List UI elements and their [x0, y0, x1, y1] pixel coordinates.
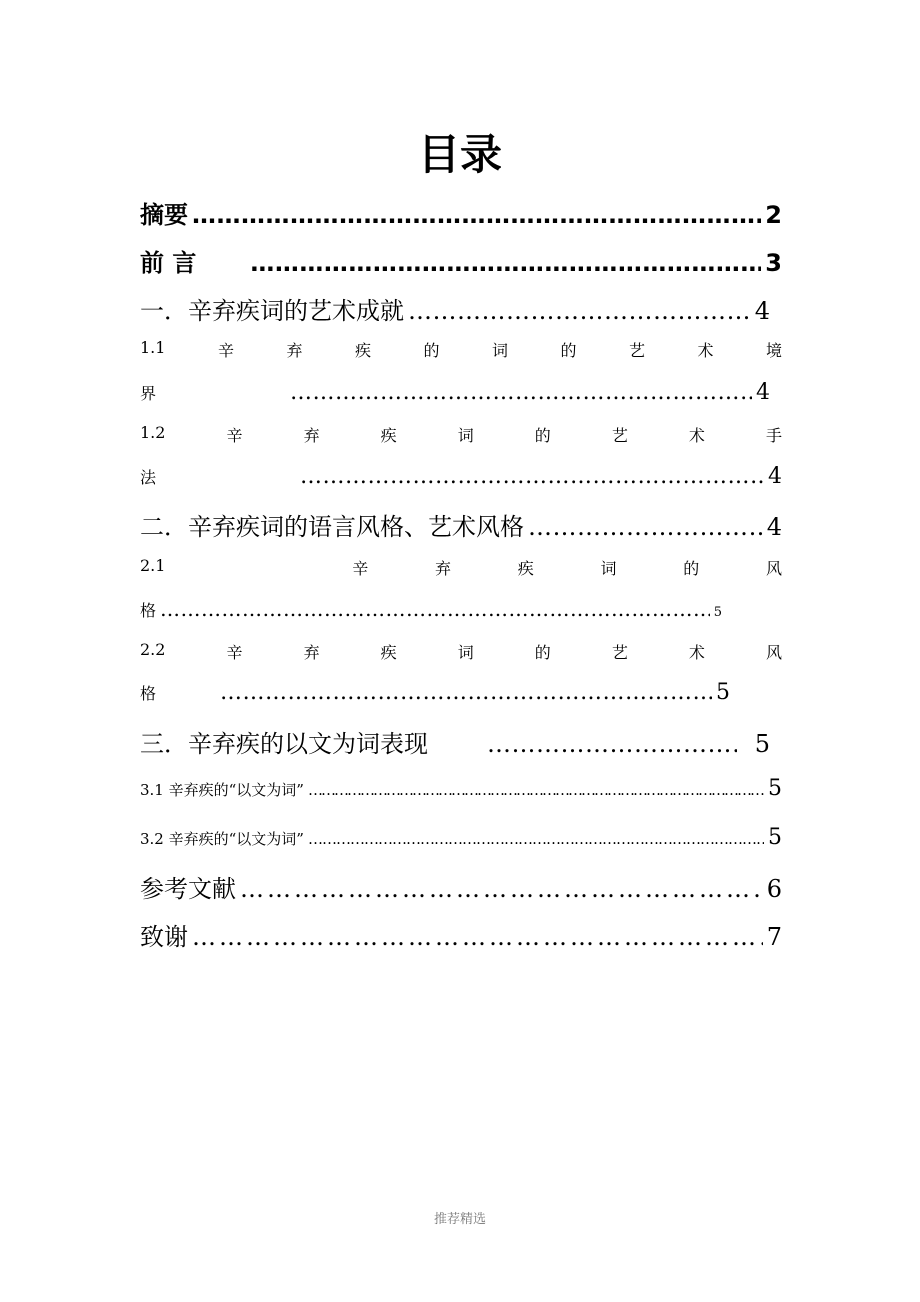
toc-entry-section-1-1-cont[interactable]	[140, 380, 770, 405]
toc-leader-dots	[308, 830, 764, 848]
toc-char: 辛	[226, 426, 243, 445]
toc-leader-dots	[308, 781, 764, 799]
toc-char: 辛	[226, 643, 243, 662]
toc-leader-dots	[220, 680, 712, 705]
toc-entry-label: 3.1 辛弃疾的“以文为词”	[140, 781, 304, 799]
toc-char: 的	[560, 341, 577, 360]
toc-char: 术	[697, 341, 714, 360]
toc-entry-label: 摘要	[140, 201, 188, 229]
toc-entry-section-2-2[interactable]	[140, 640, 782, 663]
toc-leader-dots	[192, 201, 761, 229]
toc-page-number: 5	[768, 825, 782, 850]
toc-entry-label: 三．辛弃疾的以文为词表现	[140, 730, 428, 758]
toc-char: 弃	[303, 643, 320, 662]
toc-page-number: 5	[754, 730, 770, 758]
toc-char: 词	[457, 643, 474, 662]
toc-leader-dots	[160, 597, 710, 621]
toc-char: 艺	[611, 643, 628, 662]
toc-leader-dots	[528, 513, 763, 541]
toc-entry-label: 格	[140, 601, 157, 620]
toc-char: 疾	[380, 426, 397, 445]
toc-section-number: 1.2	[140, 423, 166, 442]
toc-entry-label: 前 言	[140, 249, 197, 277]
toc-char: 词	[457, 426, 474, 445]
toc-page-number: 6	[766, 875, 782, 903]
toc-leader-dots	[487, 730, 737, 758]
toc-leader-dots	[192, 923, 763, 951]
toc-entry-section-2-2-cont[interactable]	[140, 680, 730, 705]
page-footer: 推荐精选	[433, 1212, 486, 1227]
toc-leader-dots	[300, 464, 764, 489]
toc-char: 境	[765, 341, 782, 360]
toc-entry-label: 格	[140, 684, 157, 703]
toc-entry-section-1-2-cont[interactable]	[140, 464, 782, 489]
toc-page-number: 2	[765, 201, 782, 229]
toc-entry-chapter-1[interactable]	[140, 291, 770, 326]
toc-char: 风	[765, 643, 782, 662]
toc-entry-chapter-2[interactable]	[140, 507, 782, 542]
toc-entry-label: 二．辛弃疾词的语言风格、艺术风格	[140, 513, 524, 541]
toc-entry-section-3-1[interactable]	[140, 776, 782, 801]
toc-entry-references[interactable]	[140, 869, 782, 904]
toc-char: 疾	[354, 341, 371, 360]
toc-page-number: 4	[766, 513, 782, 541]
toc-page-number: 4	[768, 464, 782, 489]
toc-char: 疾	[380, 643, 397, 662]
toc-entry-label: 3.2 辛弃疾的“以文为词”	[140, 830, 304, 848]
toc-char: 弃	[303, 426, 320, 445]
toc-title: 目录	[417, 130, 502, 179]
toc-section-number: 2.1	[140, 556, 166, 575]
toc-char: 的	[423, 341, 440, 360]
toc-page-number: 3	[765, 249, 782, 277]
toc-char: 术	[688, 426, 705, 445]
toc-page-number: 7	[766, 923, 782, 951]
toc-char: 弃	[434, 559, 451, 578]
toc-entry-section-1-2[interactable]	[140, 423, 782, 446]
toc-char: 弃	[286, 341, 303, 360]
toc-section-number: 2.2	[140, 640, 166, 659]
toc-char: 艺	[611, 426, 628, 445]
toc-char: 风	[765, 559, 782, 578]
toc-entry-label: 界	[140, 384, 157, 403]
toc-char: 辛	[217, 341, 234, 360]
toc-entry-label: 法	[140, 468, 157, 487]
toc-entry-section-1-1[interactable]	[140, 338, 782, 361]
toc-entry-preface[interactable]	[140, 243, 782, 278]
toc-char: 艺	[628, 341, 645, 360]
toc-leader-dots	[408, 297, 751, 325]
toc-entry-abstract[interactable]	[140, 195, 782, 230]
toc-leader-dots	[250, 249, 761, 277]
toc-entry-section-3-2[interactable]	[140, 825, 782, 850]
toc-char: 的	[683, 559, 700, 578]
toc-char: 疾	[517, 559, 534, 578]
toc-char: 的	[534, 426, 551, 445]
toc-char: 手	[765, 426, 782, 445]
toc-entry-label: 致谢	[140, 923, 188, 951]
toc-page-number: 5	[768, 776, 782, 801]
toc-leader-dots	[240, 875, 763, 903]
toc-entry-acknowledgements[interactable]	[140, 917, 782, 952]
toc-page-number: 4	[754, 297, 770, 325]
toc-page-number: 5	[713, 605, 722, 620]
toc-section-number: 1.1	[140, 338, 166, 357]
toc-char: 词	[491, 341, 508, 360]
toc-entry-label: 参考文献	[140, 875, 236, 903]
toc-entry-chapter-3[interactable]	[140, 724, 770, 759]
toc-entry-label: 一．辛弃疾词的艺术成就	[140, 297, 404, 325]
toc-char: 的	[534, 643, 551, 662]
toc-char: 辛	[352, 559, 369, 578]
toc-char: 术	[688, 643, 705, 662]
toc-leader-dots	[290, 380, 752, 405]
toc-page-number: 4	[756, 380, 770, 405]
toc-entry-section-2-1-cont[interactable]	[140, 597, 722, 621]
toc-entry-section-2-1[interactable]	[140, 556, 782, 579]
toc-char: 词	[600, 559, 617, 578]
toc-page-number: 5	[716, 680, 730, 705]
